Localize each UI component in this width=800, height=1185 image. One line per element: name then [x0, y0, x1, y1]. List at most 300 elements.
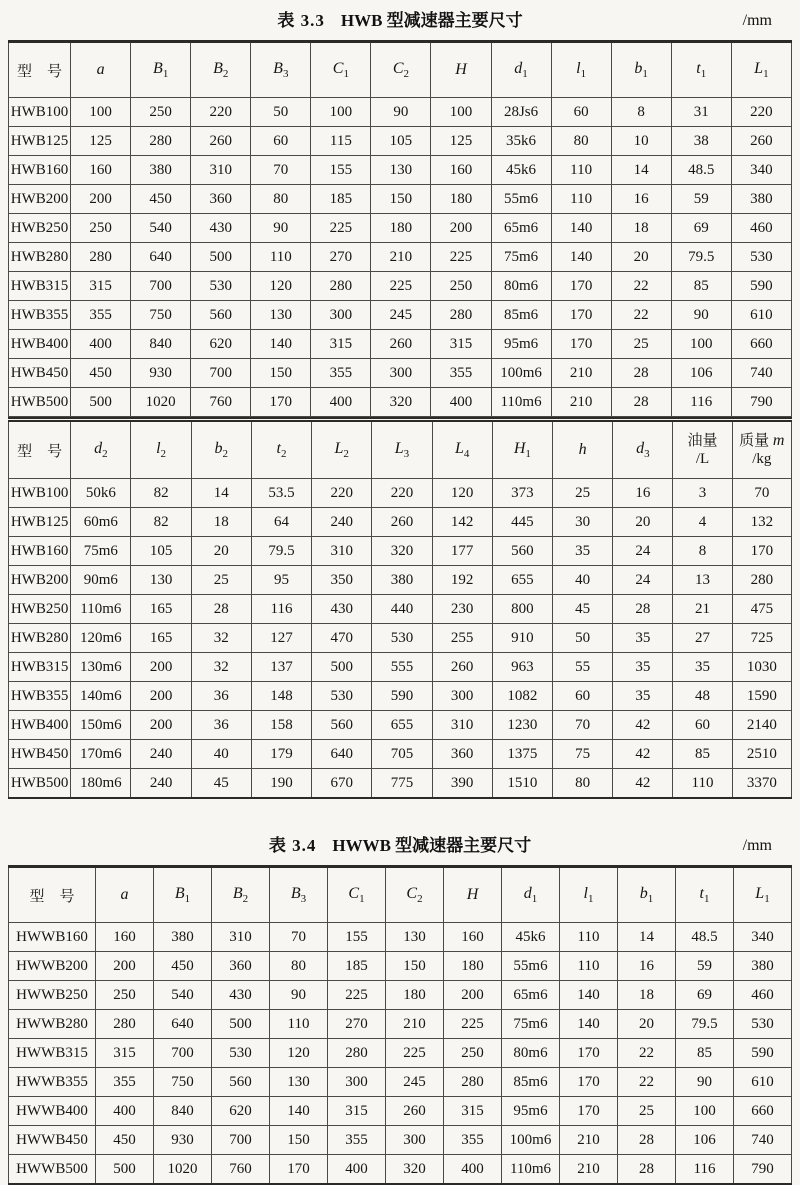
- value-cell: 160: [431, 156, 491, 185]
- value-cell: 115: [311, 127, 371, 156]
- table-row: [9, 1126, 792, 1155]
- column-header: 型 号: [9, 420, 71, 479]
- table-row: [9, 127, 792, 156]
- value-cell: 963: [492, 653, 552, 682]
- column-header: $d_1$: [491, 42, 551, 98]
- value-cell: 315: [328, 1097, 386, 1126]
- value-cell: 50k6: [71, 479, 131, 508]
- value-cell: 28: [618, 1155, 676, 1185]
- value-cell: 380: [734, 952, 792, 981]
- value-cell: 250: [71, 214, 131, 243]
- value-cell: 165: [131, 595, 191, 624]
- value-cell: 32: [191, 653, 251, 682]
- column-header: $B_1$: [131, 42, 191, 98]
- value-cell: 28: [611, 359, 671, 388]
- value-cell: 930: [131, 359, 191, 388]
- table-row: [9, 301, 792, 330]
- value-cell: 155: [328, 923, 386, 952]
- table-3-3-title: HWB 型减速器主要尺寸: [340, 11, 523, 30]
- value-cell: 120: [251, 272, 311, 301]
- column-header: 型 号: [9, 867, 96, 923]
- value-cell: 100: [431, 98, 491, 127]
- value-cell: 1030: [732, 653, 791, 682]
- value-cell: 1375: [492, 740, 552, 769]
- value-cell: 170: [251, 388, 311, 417]
- value-cell: 300: [371, 359, 431, 388]
- value-cell: 240: [312, 508, 372, 537]
- value-cell: 148: [251, 682, 311, 711]
- value-cell: 655: [372, 711, 432, 740]
- model-cell: HWWB315: [9, 1039, 96, 1068]
- value-cell: 260: [731, 127, 791, 156]
- column-header: $C_1$: [328, 867, 386, 923]
- value-cell: 355: [431, 359, 491, 388]
- value-cell: 200: [131, 711, 191, 740]
- model-cell: HWB250: [9, 595, 71, 624]
- value-cell: 225: [431, 243, 491, 272]
- value-cell: 620: [212, 1097, 270, 1126]
- value-cell: 300: [328, 1068, 386, 1097]
- model-cell: HWWB400: [9, 1097, 96, 1126]
- value-cell: 75m6: [502, 1010, 560, 1039]
- value-cell: 150: [371, 185, 431, 214]
- value-cell: 250: [431, 272, 491, 301]
- model-cell: HWB400: [9, 711, 71, 740]
- value-cell: 540: [154, 981, 212, 1010]
- value-cell: 310: [312, 537, 372, 566]
- value-cell: 200: [131, 682, 191, 711]
- value-cell: 140m6: [71, 682, 131, 711]
- value-cell: 360: [191, 185, 251, 214]
- value-cell: 775: [372, 769, 432, 799]
- value-cell: 160: [444, 923, 502, 952]
- value-cell: 1020: [154, 1155, 212, 1185]
- model-cell: HWB125: [9, 127, 71, 156]
- value-cell: 45: [191, 769, 251, 799]
- value-cell: 165: [131, 624, 191, 653]
- value-cell: 130m6: [71, 653, 131, 682]
- value-cell: 315: [311, 330, 371, 359]
- value-cell: 250: [96, 981, 154, 1010]
- value-cell: 170: [560, 1068, 618, 1097]
- value-cell: 670: [312, 769, 372, 799]
- model-cell: HWB315: [9, 272, 71, 301]
- model-cell: HWB450: [9, 740, 71, 769]
- column-header: $L_4$: [432, 420, 492, 479]
- value-cell: 200: [71, 185, 131, 214]
- value-cell: 28: [618, 1126, 676, 1155]
- value-cell: 60: [551, 98, 611, 127]
- model-cell: HWWB250: [9, 981, 96, 1010]
- value-cell: 355: [96, 1068, 154, 1097]
- value-cell: 13: [673, 566, 732, 595]
- value-cell: 14: [191, 479, 251, 508]
- value-cell: 100: [311, 98, 371, 127]
- value-cell: 16: [611, 185, 671, 214]
- column-header: $L_1$: [734, 867, 792, 923]
- table-row: [9, 682, 792, 711]
- value-cell: 750: [131, 301, 191, 330]
- value-cell: 36: [191, 711, 251, 740]
- value-cell: 320: [372, 537, 432, 566]
- value-cell: 200: [431, 214, 491, 243]
- value-cell: 700: [131, 272, 191, 301]
- value-cell: 70: [552, 711, 612, 740]
- value-cell: 500: [96, 1155, 154, 1185]
- value-cell: 640: [154, 1010, 212, 1039]
- value-cell: 310: [212, 923, 270, 952]
- model-cell: HWB160: [9, 537, 71, 566]
- value-cell: 280: [96, 1010, 154, 1039]
- table-3-4-title: HWWB 型减速器主要尺寸: [332, 836, 532, 855]
- value-cell: 95m6: [502, 1097, 560, 1126]
- value-cell: 790: [731, 388, 791, 417]
- value-cell: 132: [732, 508, 791, 537]
- value-cell: 85: [676, 1039, 734, 1068]
- value-cell: 60m6: [71, 508, 131, 537]
- value-cell: 590: [731, 272, 791, 301]
- column-header: $L_2$: [312, 420, 372, 479]
- value-cell: 280: [431, 301, 491, 330]
- column-header: $B_3$: [251, 42, 311, 98]
- value-cell: 310: [432, 711, 492, 740]
- value-cell: 500: [312, 653, 372, 682]
- value-cell: 270: [328, 1010, 386, 1039]
- value-cell: 170: [560, 1097, 618, 1126]
- value-cell: 700: [154, 1039, 212, 1068]
- value-cell: 140: [251, 330, 311, 359]
- value-cell: 260: [371, 330, 431, 359]
- value-cell: 65m6: [491, 214, 551, 243]
- value-cell: 250: [131, 98, 191, 127]
- value-cell: 100: [671, 330, 731, 359]
- value-cell: 180: [431, 185, 491, 214]
- value-cell: 130: [270, 1068, 328, 1097]
- value-cell: 80: [551, 127, 611, 156]
- value-cell: 110: [270, 1010, 328, 1039]
- column-header: H: [444, 867, 502, 923]
- value-cell: 190: [251, 769, 311, 799]
- value-cell: 105: [371, 127, 431, 156]
- value-cell: 750: [154, 1068, 212, 1097]
- value-cell: 14: [611, 156, 671, 185]
- value-cell: 555: [372, 653, 432, 682]
- model-cell: HWB280: [9, 243, 71, 272]
- value-cell: 48.5: [671, 156, 731, 185]
- model-cell: HWWB280: [9, 1010, 96, 1039]
- value-cell: 110: [551, 185, 611, 214]
- value-cell: 192: [432, 566, 492, 595]
- value-cell: 80m6: [491, 272, 551, 301]
- value-cell: 79.5: [676, 1010, 734, 1039]
- value-cell: 10: [611, 127, 671, 156]
- value-cell: 355: [311, 359, 371, 388]
- value-cell: 80: [251, 185, 311, 214]
- column-header: $b_1$: [618, 867, 676, 923]
- value-cell: 705: [372, 740, 432, 769]
- model-cell: HWB160: [9, 156, 71, 185]
- value-cell: 210: [371, 243, 431, 272]
- value-cell: 95: [251, 566, 311, 595]
- value-cell: 130: [251, 301, 311, 330]
- table-row: [9, 653, 792, 682]
- value-cell: 530: [731, 243, 791, 272]
- column-header: $C_2$: [371, 42, 431, 98]
- model-cell: HWB400: [9, 330, 71, 359]
- value-cell: 380: [372, 566, 432, 595]
- value-cell: 45k6: [502, 923, 560, 952]
- value-cell: 930: [154, 1126, 212, 1155]
- value-cell: 620: [191, 330, 251, 359]
- value-cell: 210: [560, 1155, 618, 1185]
- value-cell: 740: [734, 1126, 792, 1155]
- value-cell: 42: [613, 740, 673, 769]
- value-cell: 400: [431, 388, 491, 417]
- value-cell: 100: [676, 1097, 734, 1126]
- value-cell: 137: [251, 653, 311, 682]
- value-cell: 590: [734, 1039, 792, 1068]
- value-cell: 125: [71, 127, 131, 156]
- table-3-3-upper: [8, 40, 792, 417]
- value-cell: 400: [444, 1155, 502, 1185]
- value-cell: 42: [613, 711, 673, 740]
- value-cell: 158: [251, 711, 311, 740]
- column-header: a: [71, 42, 131, 98]
- value-cell: 20: [613, 508, 673, 537]
- value-cell: 740: [731, 359, 791, 388]
- value-cell: 245: [386, 1068, 444, 1097]
- value-cell: 430: [312, 595, 372, 624]
- value-cell: 60: [673, 711, 732, 740]
- value-cell: 760: [212, 1155, 270, 1185]
- model-cell: HWB280: [9, 624, 71, 653]
- value-cell: 840: [131, 330, 191, 359]
- value-cell: 22: [611, 272, 671, 301]
- value-cell: 280: [71, 243, 131, 272]
- value-cell: 315: [96, 1039, 154, 1068]
- value-cell: 48.5: [676, 923, 734, 952]
- value-cell: 1082: [492, 682, 552, 711]
- model-cell: HWWB450: [9, 1126, 96, 1155]
- table-3-3-number: 表 3.3: [277, 11, 325, 30]
- value-cell: 60: [552, 682, 612, 711]
- value-cell: 20: [618, 1010, 676, 1039]
- value-cell: 610: [734, 1068, 792, 1097]
- value-cell: 18: [618, 981, 676, 1010]
- value-cell: 220: [372, 479, 432, 508]
- value-cell: 610: [731, 301, 791, 330]
- value-cell: 16: [613, 479, 673, 508]
- value-cell: 225: [371, 272, 431, 301]
- model-cell: HWB200: [9, 185, 71, 214]
- column-header: 型 号: [9, 42, 71, 98]
- value-cell: 55: [552, 653, 612, 682]
- value-cell: 30: [552, 508, 612, 537]
- value-cell: 125: [431, 127, 491, 156]
- table-3-3-unit: /mm: [742, 12, 772, 29]
- value-cell: 840: [154, 1097, 212, 1126]
- value-cell: 500: [212, 1010, 270, 1039]
- value-cell: 560: [312, 711, 372, 740]
- value-cell: 260: [191, 127, 251, 156]
- model-cell: HWB250: [9, 214, 71, 243]
- value-cell: 90: [251, 214, 311, 243]
- value-cell: 185: [311, 185, 371, 214]
- value-cell: 85m6: [491, 301, 551, 330]
- value-cell: 320: [371, 388, 431, 417]
- value-cell: 540: [131, 214, 191, 243]
- model-cell: HWB200: [9, 566, 71, 595]
- value-cell: 725: [732, 624, 791, 653]
- value-cell: 300: [311, 301, 371, 330]
- value-cell: 90m6: [71, 566, 131, 595]
- value-cell: 760: [191, 388, 251, 417]
- table-row: [9, 185, 792, 214]
- value-cell: 280: [131, 127, 191, 156]
- value-cell: 35: [673, 653, 732, 682]
- column-header: $H_1$: [492, 420, 552, 479]
- value-cell: 130: [371, 156, 431, 185]
- table-row: [9, 508, 792, 537]
- value-cell: 1020: [131, 388, 191, 417]
- value-cell: 240: [131, 740, 191, 769]
- value-cell: 340: [734, 923, 792, 952]
- value-cell: 210: [551, 359, 611, 388]
- value-cell: 25: [552, 479, 612, 508]
- value-cell: 120m6: [71, 624, 131, 653]
- table-row: [9, 1068, 792, 1097]
- value-cell: 59: [676, 952, 734, 981]
- value-cell: 24: [613, 537, 673, 566]
- table-row: [9, 624, 792, 653]
- value-cell: 27: [673, 624, 732, 653]
- value-cell: 150m6: [71, 711, 131, 740]
- value-cell: 300: [386, 1126, 444, 1155]
- value-cell: 18: [191, 508, 251, 537]
- value-cell: 110m6: [502, 1155, 560, 1185]
- value-cell: 340: [731, 156, 791, 185]
- table-row: [9, 479, 792, 508]
- value-cell: 130: [131, 566, 191, 595]
- value-cell: 170: [270, 1155, 328, 1185]
- table-row: [9, 272, 792, 301]
- value-cell: 80: [552, 769, 612, 799]
- value-cell: 110m6: [71, 595, 131, 624]
- value-cell: 70: [270, 923, 328, 952]
- value-cell: 470: [312, 624, 372, 653]
- column-header: H: [431, 42, 491, 98]
- value-cell: 320: [386, 1155, 444, 1185]
- value-cell: 177: [432, 537, 492, 566]
- value-cell: 380: [731, 185, 791, 214]
- value-cell: 53.5: [251, 479, 311, 508]
- value-cell: 530: [212, 1039, 270, 1068]
- value-cell: 95m6: [491, 330, 551, 359]
- value-cell: 910: [492, 624, 552, 653]
- value-cell: 315: [444, 1097, 502, 1126]
- table-row: [9, 923, 792, 952]
- value-cell: 700: [191, 359, 251, 388]
- value-cell: 70: [251, 156, 311, 185]
- value-cell: 245: [371, 301, 431, 330]
- table-3-4-caption: [8, 833, 792, 859]
- value-cell: 35: [613, 624, 673, 653]
- value-cell: 82: [131, 479, 191, 508]
- value-cell: 100m6: [491, 359, 551, 388]
- value-cell: 25: [611, 330, 671, 359]
- value-cell: 64: [251, 508, 311, 537]
- value-cell: 70: [732, 479, 791, 508]
- value-cell: 220: [312, 479, 372, 508]
- value-cell: 220: [191, 98, 251, 127]
- value-cell: 3370: [732, 769, 791, 799]
- column-header: $l_1$: [551, 42, 611, 98]
- value-cell: 38: [671, 127, 731, 156]
- value-cell: 280: [732, 566, 791, 595]
- table-row: [9, 566, 792, 595]
- value-cell: 400: [71, 330, 131, 359]
- column-header: $d_1$: [502, 867, 560, 923]
- value-cell: 45: [552, 595, 612, 624]
- value-cell: 225: [311, 214, 371, 243]
- value-cell: 560: [492, 537, 552, 566]
- value-cell: 255: [432, 624, 492, 653]
- column-header: $b_1$: [611, 42, 671, 98]
- value-cell: 90: [371, 98, 431, 127]
- table-row: [9, 952, 792, 981]
- value-cell: 179: [251, 740, 311, 769]
- value-cell: 28: [191, 595, 251, 624]
- value-cell: 400: [311, 388, 371, 417]
- value-cell: 560: [212, 1068, 270, 1097]
- column-header: $t_1$: [676, 867, 734, 923]
- table-row: [9, 537, 792, 566]
- value-cell: 655: [492, 566, 552, 595]
- value-cell: 16: [618, 952, 676, 981]
- value-cell: 180: [444, 952, 502, 981]
- value-cell: 82: [131, 508, 191, 537]
- value-cell: 35k6: [491, 127, 551, 156]
- value-cell: 530: [734, 1010, 792, 1039]
- table-row: [9, 156, 792, 185]
- value-cell: 75m6: [491, 243, 551, 272]
- value-cell: 28Js6: [491, 98, 551, 127]
- value-cell: 69: [676, 981, 734, 1010]
- value-cell: 170: [551, 272, 611, 301]
- value-cell: 475: [732, 595, 791, 624]
- value-cell: 32: [191, 624, 251, 653]
- value-cell: 200: [131, 653, 191, 682]
- value-cell: 127: [251, 624, 311, 653]
- value-cell: 315: [71, 272, 131, 301]
- table-row: [9, 243, 792, 272]
- value-cell: 300: [432, 682, 492, 711]
- value-cell: 155: [311, 156, 371, 185]
- value-cell: 1230: [492, 711, 552, 740]
- value-cell: 225: [386, 1039, 444, 1068]
- value-cell: 100: [71, 98, 131, 127]
- value-cell: 120: [270, 1039, 328, 1068]
- column-header: $L_3$: [372, 420, 432, 479]
- value-cell: 150: [270, 1126, 328, 1155]
- value-cell: 75m6: [71, 537, 131, 566]
- value-cell: 116: [251, 595, 311, 624]
- value-cell: 55m6: [491, 185, 551, 214]
- table-row: [9, 1010, 792, 1039]
- value-cell: 31: [671, 98, 731, 127]
- value-cell: 8: [673, 537, 732, 566]
- value-cell: 130: [386, 923, 444, 952]
